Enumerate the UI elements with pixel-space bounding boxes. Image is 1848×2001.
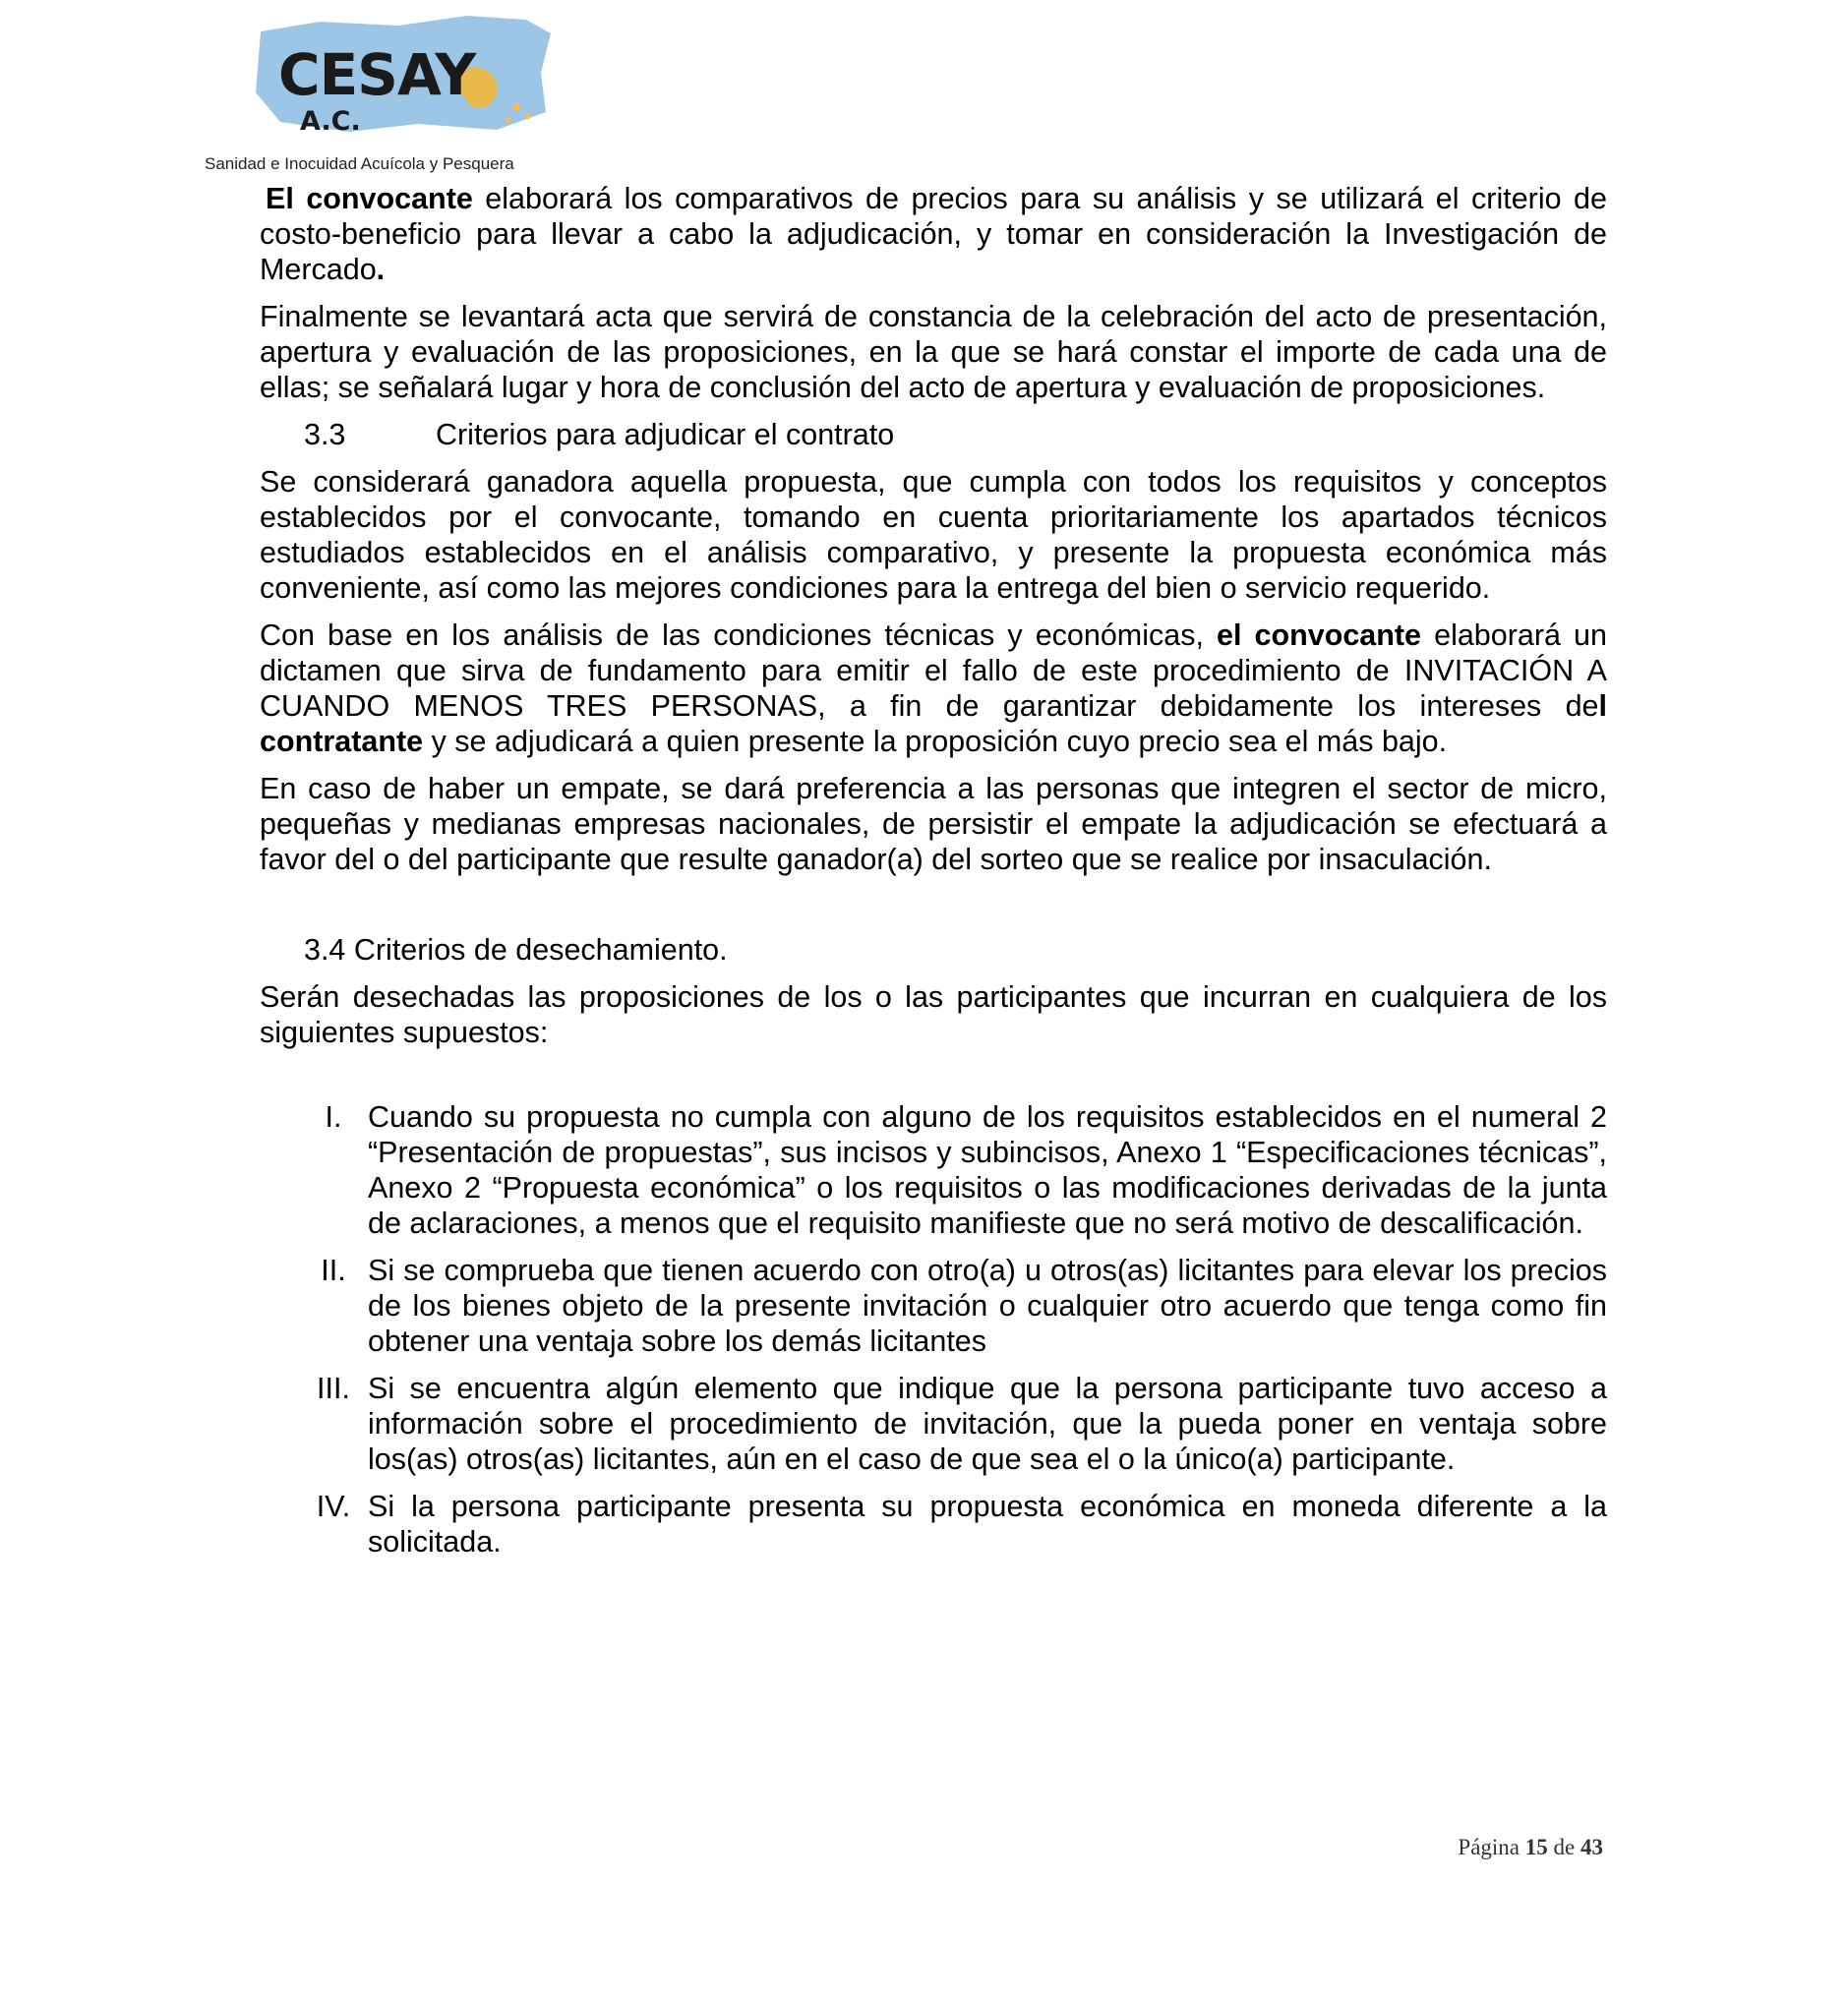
total-pages: 43 xyxy=(1580,1835,1603,1859)
section-heading-3-4: 3.4 Criterios de desechamiento. xyxy=(304,933,728,967)
bold-el-convocante: El convocante xyxy=(266,182,473,215)
list-marker: III. xyxy=(317,1372,350,1405)
list-item xyxy=(260,1489,1607,1560)
page-of: de xyxy=(1553,1835,1576,1859)
list-item-text: Si se encuentra algún elemento que indique que la persona participante tuvo acceso a información sobre el procedimiento de invitación, que la pueda poner en ventaja sobre los(as) otros(as) licitantes, aún en el caso de que sea el o la único(a) participante. xyxy=(368,1372,1607,1476)
bold-contratante: l contratante xyxy=(260,689,1607,758)
cesay-logo xyxy=(202,14,566,173)
roman-list xyxy=(260,1099,1607,1560)
section-number: 3.3 xyxy=(304,418,346,451)
list-item-text: Si la persona participante presenta su propuesta económica en moneda diferente a la solicitada. xyxy=(368,1490,1607,1559)
paragraph-convocante-comparativos xyxy=(260,181,1607,287)
list-item-text: Si se comprueba que tienen acuerdo con otro(a) u otros(as) licitantes para elevar los precios de los bienes objeto de la presente invitación o cualquier otro acuerdo que tenga como fin obtener una ventaja sobre los demás licitantes xyxy=(368,1254,1607,1358)
list-item-text: Cuando su propuesta no cumpla con alguno de los requisitos establecidos en el numeral 2 “Presentación de propuestas”, sus incisos y subincisos, Anexo 1 “Especificaciones técnicas”, Anexo 2 “Propuesta económica” o los requisitos o las modificaciones derivadas de la junta de aclaraciones, a menos que el requisito manifieste que no será motivo de descalificación. xyxy=(368,1100,1607,1240)
document-body xyxy=(260,181,1607,1571)
list-marker: I. xyxy=(325,1100,342,1134)
current-page: 15 xyxy=(1524,1835,1548,1859)
paragraph-text: elaborará los comparativos de precios para su análisis y se utilizará el criterio de costo-beneficio para llevar a cabo la adjudicación, y tomar en consideración la Investigación de Mercado xyxy=(260,182,1607,286)
section-title: Criterios para adjudicar el contrato xyxy=(436,418,895,451)
paragraph-acta: Finalmente se levantará acta que servirá de constancia de la celebración del acto de presentación, apertura y evaluación de las proposiciones, en la que se hará constar el importe de cada una de ellas; se señalará lugar y hora de conclusión del acto de apertura y evaluación de proposiciones. xyxy=(260,300,1607,404)
paragraph-text: elaborará un dictamen que sirva de fundamento para emitir el fallo de este procedimiento de INVITACIÓN A CUANDO MENOS TRES PERSONAS, a fin de garantizar debidamente los intereses de xyxy=(260,618,1607,723)
paragraph-dictamen xyxy=(260,618,1607,759)
list-marker: II. xyxy=(321,1254,346,1287)
list-item xyxy=(260,1253,1607,1359)
page-label: Página xyxy=(1458,1835,1520,1859)
paragraph-empate: En caso de haber un empate, se dará preferencia a las personas que integren el sector de micro, pequeñas y medianas empresas nacionales, de persistir el empate la adjudicación se efectuará a favor del o del participante que resulte ganador(a) del sorteo que se realice por insaculación. xyxy=(260,772,1607,876)
paragraph-text: y se adjudicará a quien presente la proposición cuyo precio sea el más bajo. xyxy=(423,725,1448,758)
logo-ac: A.C. xyxy=(300,106,361,137)
list-item xyxy=(260,1371,1607,1477)
paragraph-ganadora: Se considerará ganadora aquella propuesta, que cumpla con todos los requisitos y conceptos establecidos por el convocante, tomando en cuenta prioritariamente los apartados técnicos estudiados establecidos en el análisis comparativo, y presente la propuesta económica más conveniente, así como las mejores condiciones para la entrega del bien o servicio requerido. xyxy=(260,465,1607,605)
paragraph-desechadas: Serán desechadas las proposiciones de los o las participantes que incurran en cualquiera de los siguientes supuestos: xyxy=(260,980,1607,1049)
bold-period: . xyxy=(376,253,386,286)
bold-el-convocante: el convocante xyxy=(1217,618,1422,652)
logo-name: CESAY xyxy=(278,41,476,108)
page-number-footer xyxy=(1426,1835,1603,1860)
list-item xyxy=(260,1099,1607,1241)
logo-tagline: Sanidad e Inocuidad Acuícola y Pesquera xyxy=(205,154,514,173)
list-marker: IV. xyxy=(316,1490,351,1523)
paragraph-text: Con base en los análisis de las condiciones técnicas y económicas, xyxy=(260,618,1217,652)
section-heading-3-3 xyxy=(304,417,1607,452)
